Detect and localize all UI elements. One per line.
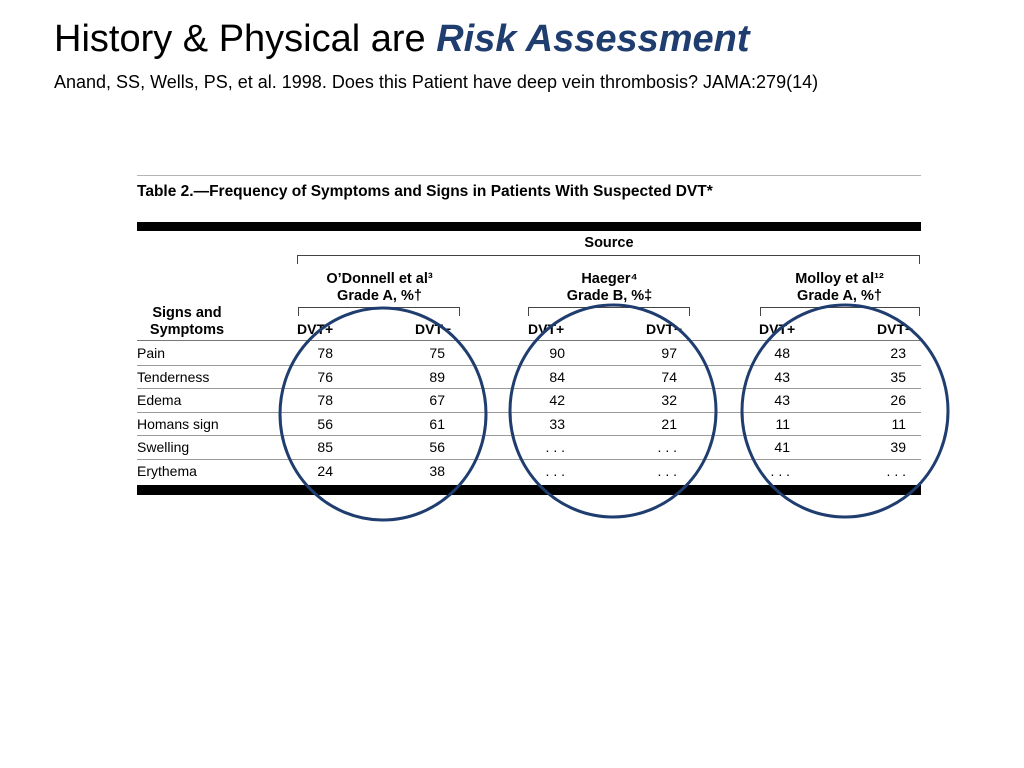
- row-label: Erythema: [137, 462, 197, 479]
- group-header-haeger: [527, 271, 692, 305]
- table-cell: 35: [890, 368, 906, 385]
- table-cell: . . .: [657, 462, 677, 479]
- group-grade-odonnell: Grade A, %†: [337, 288, 422, 304]
- group-name-haeger: Haeger⁴: [581, 271, 638, 287]
- group-header-odonnell: [297, 271, 462, 305]
- table-cell: 39: [890, 439, 906, 455]
- row-label: Edema: [137, 392, 182, 408]
- table-top-rule: [137, 175, 921, 176]
- row-label: Pain: [137, 345, 166, 361]
- table-cell: 97: [661, 345, 677, 361]
- source-bracket: [297, 255, 920, 264]
- col-header-haeger-neg: DVT−: [646, 321, 683, 337]
- table-cell: 67: [429, 392, 445, 408]
- table-cell: 85: [317, 439, 333, 455]
- row-label: Homans sign: [137, 415, 219, 432]
- table-cell: 11: [775, 415, 790, 432]
- table-row: [137, 460, 921, 484]
- table-cell: 21: [661, 415, 677, 432]
- source-header: Source: [584, 235, 634, 251]
- table-cell: . . .: [886, 462, 906, 479]
- table-cell: 33: [549, 415, 565, 432]
- slide-title: [54, 16, 750, 62]
- table-cell: 90: [549, 345, 565, 361]
- row-header-line1: Signs and: [152, 305, 222, 321]
- table-cell: 56: [429, 439, 445, 455]
- table-cell: . . .: [545, 462, 565, 479]
- row-label: Swelling: [137, 439, 190, 455]
- table-cell: 42: [549, 392, 565, 408]
- col-header-odonnell-pos: DVT+: [297, 321, 334, 337]
- table-cell: 74: [661, 368, 677, 385]
- row-header-line2: Symptoms: [149, 322, 225, 338]
- table-cell: 56: [317, 415, 333, 432]
- table-cell: . . .: [545, 439, 565, 455]
- table-cell: . . .: [770, 462, 790, 479]
- table-bottom-rule: [137, 485, 921, 495]
- table-cell: 32: [661, 392, 677, 408]
- group-bracket-haeger: [528, 307, 690, 316]
- col-header-molloy-neg: DVT−: [877, 321, 914, 337]
- table-cell: 23: [890, 345, 906, 361]
- row-label: Tenderness: [137, 368, 210, 385]
- group-name-molloy: Molloy et al¹²: [795, 271, 884, 287]
- table-caption: Table 2.—Frequency of Symptoms and Signs in Patients With Suspected DVT*: [137, 183, 713, 200]
- table-cell: . . .: [657, 439, 677, 455]
- table-cell: 89: [429, 368, 445, 385]
- table-header-rule: [137, 222, 921, 231]
- col-header-molloy-pos: DVT+: [759, 321, 796, 337]
- table-cell: 26: [890, 392, 906, 408]
- slide-subtitle-citation: Anand, SS, Wells, PS, et al. 1998. Does this Patient have deep vein thrombosis? JAMA:279(14): [54, 72, 819, 92]
- group-grade-haeger: Grade B, %‡: [566, 288, 653, 304]
- table-cell: 78: [317, 345, 333, 361]
- table-cell: 43: [774, 392, 790, 408]
- group-name-odonnell: O’Donnell et al³: [326, 271, 433, 287]
- table-row: [137, 366, 921, 390]
- table-row: [137, 436, 921, 460]
- table-cell: 38: [429, 462, 445, 479]
- table-cell: 61: [429, 415, 445, 432]
- table-row: [137, 342, 921, 366]
- group-grade-molloy: Grade A, %†: [797, 288, 882, 304]
- table-cell: 78: [317, 392, 333, 408]
- table-cell: 75: [429, 345, 445, 361]
- group-header-molloy: [757, 271, 922, 305]
- table-cell: 24: [317, 462, 333, 479]
- table-row: [137, 413, 921, 437]
- dvt-frequency-table: [137, 175, 921, 497]
- table-cell: 76: [317, 368, 333, 385]
- table-cell: 11: [891, 415, 906, 432]
- group-bracket-odonnell: [298, 307, 460, 316]
- slide-title-plain: History & Physical are: [54, 18, 437, 60]
- table-cell: 48: [774, 345, 790, 361]
- table-row: [137, 389, 921, 413]
- table-cell: 41: [774, 439, 790, 455]
- column-header-rule: [137, 340, 921, 341]
- group-bracket-molloy: [760, 307, 920, 316]
- table-cell: 43: [774, 368, 790, 385]
- row-header: [137, 305, 237, 339]
- table-cell: 84: [549, 368, 565, 385]
- slide-title-emphasis: Risk Assessment: [436, 18, 750, 60]
- col-header-haeger-pos: DVT+: [528, 321, 565, 337]
- col-header-odonnell-neg: DVT−: [415, 321, 452, 337]
